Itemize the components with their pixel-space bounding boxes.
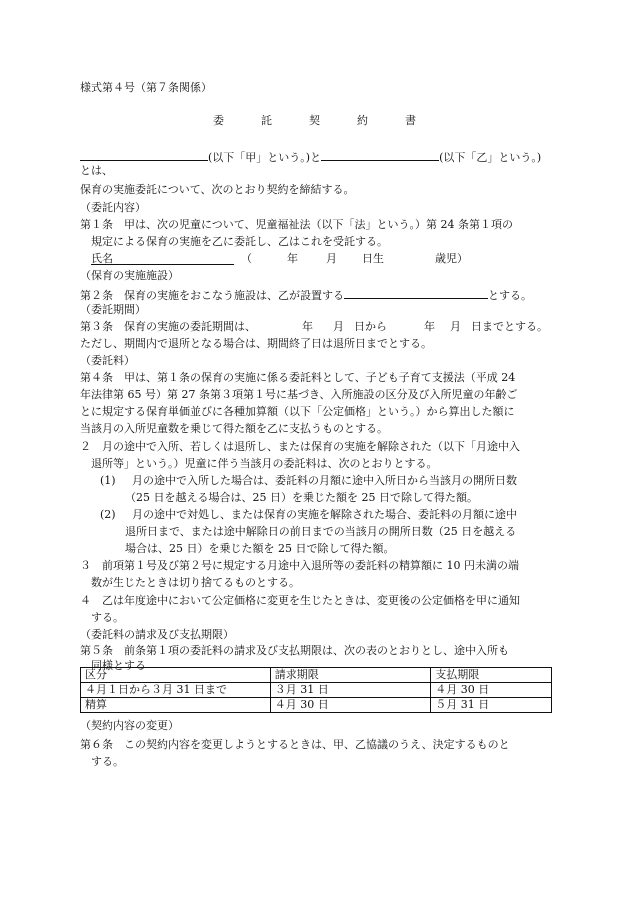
art1-child-row: 氏名 （ 年 月 日生 歳児）: [91, 252, 468, 265]
party-b-blank: [321, 149, 439, 161]
art3-line-1: 第３条 保育の実施の委託期間は、 年 月 日から 年 月 日までとする。: [80, 320, 548, 333]
title-char: 約: [357, 114, 368, 127]
art4-item2-number: (2): [100, 508, 116, 521]
art4-line-1: 第４条 甲は、第１条の保育の実施に係る委託料として、子ども子育て支援法（平成 24: [80, 371, 516, 384]
table-header-cell: 区分: [81, 668, 271, 683]
art4-item2-line-2: 退所日まで、または途中解除日の前日までの当該月の開所日数（25 日を越える: [125, 525, 517, 538]
art4-item2-line-3: 場合は、25 日）を乗じた額を 25 日で除して得た額。: [125, 542, 395, 555]
intro-line-2: とは、: [80, 164, 113, 177]
table-cell: ３月 31 日: [270, 683, 430, 698]
art4-heading: （委託料）: [80, 354, 135, 367]
title-char: 書: [405, 114, 416, 127]
art4-line-2: 年法律第 65 号）第 27 条第３項第１号に基づき、入所施設の区分及び入所児童の年齢ご: [80, 388, 518, 401]
table-cell: ４月 30 日: [270, 698, 430, 713]
table-cell: ４月１日から３月 31 日まで: [81, 683, 271, 698]
art4-p2-line-1: ２ 月の途中で入所、若しくは退所し、または保育の実施を解除された（以下「月途中入: [80, 440, 520, 453]
art4-p3-line-2: 数が生じたときは切り捨てるものとする。: [91, 576, 300, 589]
name-label: 氏名: [91, 252, 113, 265]
table-header-cell: 支払期限: [431, 668, 552, 683]
document-title: [0, 115, 630, 129]
table-row: [81, 698, 552, 713]
art4-item1-number: (1): [100, 474, 116, 487]
intro-line-3: 保育の実施委託について、次のとおり契約を締結する。: [80, 183, 355, 196]
table-cell: ４月 30 日: [431, 683, 552, 698]
art2-line-1: 第２条 保育の実施をおこなう施設は、乙が設置する とする。: [80, 289, 532, 302]
art1-line-1: 第１条 甲は、次の児童について、児童福祉法（以下「法」という。）第 24 条第１項の: [80, 218, 514, 231]
art6-line-2: する。: [91, 755, 124, 768]
intro-line-1: (以下「甲」という。)と (以下「乙」という。): [80, 149, 541, 163]
art4-line-4: 当該月の入所児童数を乗じて得た額を乙に支払うものとする。: [80, 422, 388, 435]
table-header-row: [81, 668, 552, 683]
art5-heading: （委託料の請求及び支払期限）: [80, 628, 234, 641]
table-row: [81, 683, 552, 698]
art4-line-3: とに規定する保育単価並びに各種加算額（以下「公定価格」という。）から算出した額に: [80, 405, 515, 418]
art3-heading: （委託期間）: [80, 303, 146, 316]
title-char: 託: [261, 114, 272, 127]
art4-p4-line-1: ４ 乙は年度途中において公定価格に変更を生じたときは、変更後の公定価格を甲に通知: [80, 594, 520, 607]
art3-line-2: ただし、期間内で退所となる場合は、期間終了日は退所日までとする。: [80, 337, 432, 350]
art5-line-1: 第５条 前条第１項の委託料の請求及び支払期限は、次の表のとおりとし、途中入所も: [80, 644, 509, 657]
art1-line-2: 規定による保育の実施を乙に委託し、乙はこれを受託する。: [91, 235, 388, 248]
table-header-cell: 請求期限: [270, 668, 430, 683]
art2-heading: （保育の実施施設）: [80, 269, 179, 282]
table-cell: 精算: [81, 698, 271, 713]
form-label: 様式第４号（第７条関係）: [80, 81, 212, 94]
art6-line-1: 第６条 この契約内容を変更しようとするときは、甲、乙協議のうえ、決定するものと: [80, 738, 510, 751]
art4-p2-line-2: 退所等」という。）児童に伴う当該月の委託料は、次のとおりとする。: [91, 457, 438, 470]
art4-p3-line-1: ３ 前項第１号及び第２号に規定する月途中入退所等の委託料の精算額に 10 円未満の端: [80, 559, 519, 572]
art4-item1-line-2: （25 日を越える場合は、25 日）を乗じた額を 25 日で除して得た額。: [125, 491, 478, 504]
art4-p4-line-2: する。: [91, 611, 124, 624]
payment-schedule-table: [80, 667, 552, 713]
art4-item2-line-1: 月の途中で対処し、または保育の実施を解除された場合、委託料の月額に途中: [132, 508, 517, 521]
party-a-blank: [80, 149, 208, 161]
art4-item1-line-1: 月の途中で入所した場合は、委託料の月額に途中入所日から当該月の開所日数: [132, 474, 517, 487]
art5-line-2: 同様とする: [91, 659, 146, 672]
title-char: 委: [213, 114, 224, 127]
facility-blank: [344, 287, 488, 299]
art6-heading: （契約内容の変更）: [80, 719, 179, 732]
title-char: 契: [309, 114, 320, 127]
art1-heading: （委託内容）: [80, 201, 146, 214]
table-cell: ５月 31 日: [431, 698, 552, 713]
